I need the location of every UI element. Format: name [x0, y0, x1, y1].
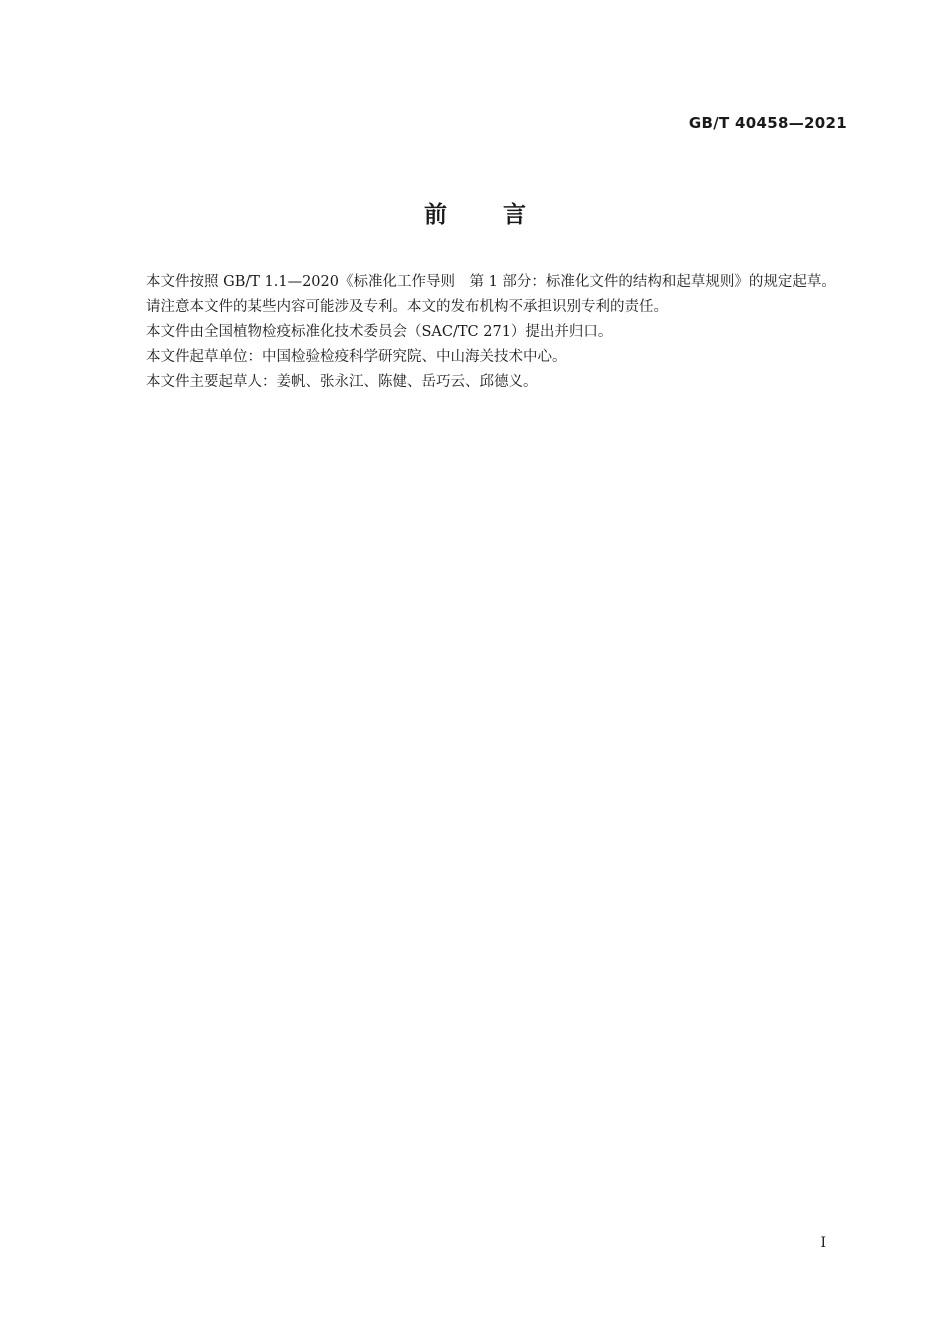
paragraph-drafting-rules: 本文件按照 GB/T 1.1—2020《标准化工作导则 第 1 部分：标准化文件的结构和起草规则》的规定起草。 [146, 274, 836, 290]
paragraph-drafting-units: 本文件起草单位：中国检验检疫科学研究院、中山海关技术中心。 [146, 349, 567, 365]
page-number: I [820, 1235, 826, 1251]
paragraph-drafters: 本文件主要起草人：姜帆、张永江、陈健、岳巧云、邱德义。 [146, 374, 538, 390]
paragraph-proposer: 本文件由全国植物检疫标准化技术委员会（SAC/TC 271）提出并归口。 [146, 324, 613, 340]
standard-number: GB/T 40458—2021 [688, 114, 847, 132]
page-title: 前言 [424, 202, 582, 228]
foreword-body [113, 270, 850, 395]
paragraph-patent-notice: 请注意本文件的某些内容可能涉及专利。本文的发布机构不承担识别专利的责任。 [146, 299, 668, 315]
